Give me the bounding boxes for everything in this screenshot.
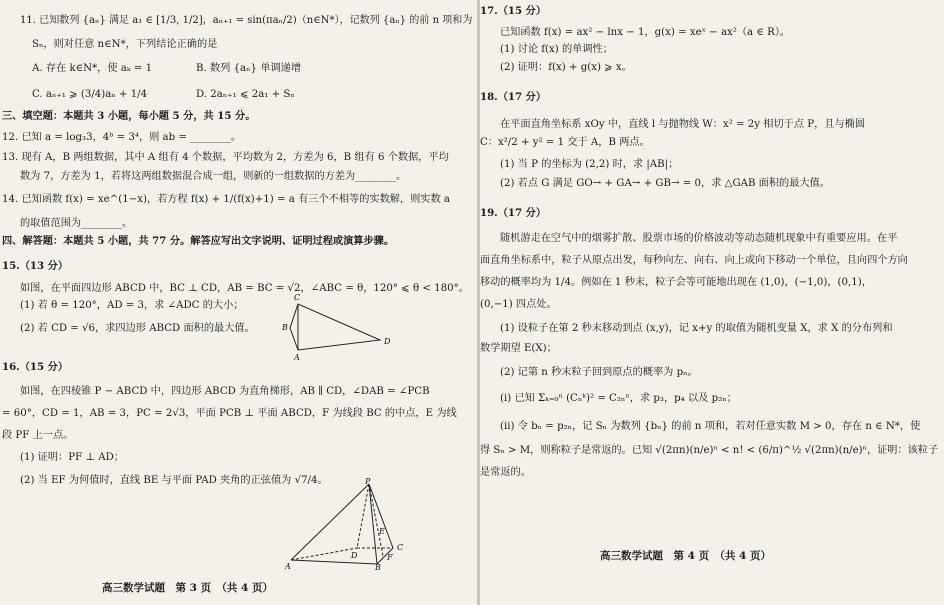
q13-line1: 13. 现有 A，B 两组数据，其中 A 组有 4 个数据，平均数为 2，方差为 6，B 组有 6 个数据，平均 bbox=[2, 152, 449, 163]
q11-option-a: A. 存在 k∈N*，使 aₖ = 1 bbox=[32, 63, 153, 74]
q19-part1-b: 数学期望 E(X)； bbox=[480, 343, 557, 354]
q19-part2-ii-end: 是常返的。 bbox=[480, 467, 531, 478]
q17-head: 17.（15 分） bbox=[480, 5, 547, 17]
q19-part2-ii-cont: 得 Sₙ > M，则称粒子是常返的。已知 √(2πn)(n/e)ⁿ < n! < (6/π)^½ √(2πn)(n/e)ⁿ，证明：该粒子 bbox=[480, 445, 939, 456]
q15-quadrilateral-figure bbox=[280, 290, 410, 362]
q19-line4: (0,−1) 四点处。 bbox=[480, 299, 557, 310]
q19-part2-i: (i) 已知 Σₖ₌₀ⁿ (Cₙᵏ)² = C₂ₙⁿ，求 p₃，p₄ 以及 p₂ₙ； bbox=[500, 393, 737, 404]
section-3-heading: 三、填空题：本题共 3 小题，每小题 5 分，共 15 分。 bbox=[2, 110, 256, 122]
q16-part2: (2) 当 EF 为何值时，直线 BE 与平面 PAD 夹角的正弦值为 √7/4。 bbox=[20, 475, 328, 486]
q16-part1: (1) 证明：PF ⊥ AD； bbox=[20, 452, 124, 463]
q13-line2: 数为 7，方差为 1，若将这两组数据混合成一组，则新的一组数据的方差为________。 bbox=[20, 171, 407, 182]
q15-stem: 如图，在平面四边形 ABCD 中，BC ⊥ CD，AB = BC = √2，∠ABC = θ，120° ⩽ θ < 180°。 bbox=[20, 283, 469, 294]
q19-part2-ii: (ii) 令 bₙ = p₂ₙ，记 Sₙ 为数列 {bₙ} 的前 n 项和，若对任意实数 M > 0，存在 n ∈ N*，使 bbox=[500, 421, 921, 432]
q16-label-c: C bbox=[397, 543, 404, 552]
q16-label-e: E bbox=[379, 527, 385, 536]
q15-label-c: C bbox=[294, 293, 301, 302]
q19-line1: 随机游走在空气中的烟雾扩散、股票市场的价格波动等动态随机现象中有重要应用。在平 bbox=[500, 233, 898, 244]
q19-line3: 移动的概率均为 1/4。例如在 1 秒末，粒子会等可能地出现在 (1,0)，(−1,0)，(0,1)， bbox=[480, 277, 872, 288]
q16-label-p: P bbox=[365, 478, 371, 486]
q18-stem1: 在平面直角坐标系 xOy 中，直线 l 与抛物线 W：x² = 2y 相切于点 P，且与椭圆 bbox=[500, 119, 866, 130]
q17-part1: (1) 讨论 f(x) 的单调性； bbox=[500, 44, 613, 55]
q16-head: 16.（15 分） bbox=[2, 361, 69, 373]
q16-label-f: F bbox=[387, 553, 393, 562]
q19-head: 19.（17 分） bbox=[480, 207, 547, 219]
q15-label-b: B bbox=[282, 323, 288, 332]
q15-label-d: D bbox=[384, 337, 391, 346]
q18-part2: (2) 若点 G 满足 GO→ + GA→ + GB→ = 0，求 △GAB 面积的最大值。 bbox=[500, 178, 830, 189]
q15-part1: (1) 若 θ = 120°，AD = 3，求 ∠ADC 的大小； bbox=[20, 300, 244, 311]
section-4-heading: 四、解答题：本题共 5 小题，共 77 分。解答应写出文字说明、证明过程或演算步骤。 bbox=[2, 235, 395, 247]
q11-stem: 11. 已知数列 {aₙ} 满足 a₁ ∈ [1/3, 1/2]，aₙ₊₁ = sin(πaₙ/2)（n∈N*），记数列 {aₙ} 的前 n 项和为 bbox=[20, 15, 473, 26]
q19-part2: (2) 记第 n 秒末粒子回到原点的概率为 pₙ。 bbox=[500, 367, 698, 378]
q11-option-d: D. 2aₙ₊₁ ⩽ 2a₁ + Sₙ bbox=[196, 89, 295, 100]
q16-label-b: B bbox=[375, 563, 381, 570]
q16-pyramid-figure bbox=[285, 478, 425, 570]
q16-stem3: 段 PF 上一点。 bbox=[2, 430, 74, 441]
q19-line2: 面直角坐标系中，粒子从原点出发，每秒向左、向右、向上或向下移动一个单位，且向四个方向 bbox=[480, 255, 908, 266]
q15-part2: (2) 若 CD = √6，求四边形 ABCD 面积的最大值。 bbox=[20, 323, 255, 334]
page-3-footer: 高三数学试题 第 3 页 （共 4 页） bbox=[102, 582, 273, 594]
page-4 bbox=[480, 0, 944, 605]
q14-line2: 的取值范围为________。 bbox=[20, 218, 133, 229]
page-4-footer: 高三数学试题 第 4 页 （共 4 页） bbox=[600, 550, 771, 562]
q16-label-d: D bbox=[351, 551, 358, 560]
q16-stem2: = 60°，CD = 1，AB = 3，PC = 2√3，平面 PCB ⊥ 平面 ABCD，F 为线段 BC 的中点，E 为线 bbox=[2, 408, 457, 419]
q18-stem2: C：x²/2 + y² = 1 交于 A，B 两点。 bbox=[480, 137, 650, 148]
q14-line1: 14. 已知函数 f(x) = xe^(1−x)，若方程 f(x) + 1/(f(x)+1) = a 有三个不相等的实数解，则实数 a bbox=[2, 194, 450, 205]
q17-stem: 已知函数 f(x) = ax² − lnx − 1，g(x) = xeˣ − ax²（a ∈ R）。 bbox=[500, 27, 791, 38]
q19-part1-a: (1) 设粒子在第 2 秒末移动到点 (x,y)，记 x+y 的取值为随机变量 X，求 X 的分布列和 bbox=[500, 323, 893, 334]
q11-option-c: C. aₙ₊₁ ⩾ (3/4)aₙ + 1/4 bbox=[32, 89, 148, 100]
q11-stem-cont: Sₙ，则对任意 n∈N*，下列结论正确的是 bbox=[32, 39, 218, 50]
q18-part1: (1) 当 P 的坐标为 (2,2) 时，求 |AB|； bbox=[500, 159, 679, 170]
q16-label-a: A bbox=[285, 562, 291, 570]
q11-option-b: B. 数列 {aₙ} 单调递增 bbox=[196, 63, 302, 74]
q15-head: 15.（13 分） bbox=[2, 260, 69, 272]
q18-head: 18.（17 分） bbox=[480, 91, 547, 103]
q17-part2: (2) 证明：f(x) + g(x) ⩾ x。 bbox=[500, 62, 632, 73]
q16-stem1: 如图，在四棱锥 P − ABCD 中，四边形 ABCD 为直角梯形，AB ∥ CD，∠DAB = ∠PCB bbox=[20, 386, 430, 397]
q12: 12. 已知 a = log₃3，4ᵇ = 3⁴，则 ab = ________。 bbox=[2, 132, 242, 143]
q15-label-a: A bbox=[294, 353, 300, 362]
